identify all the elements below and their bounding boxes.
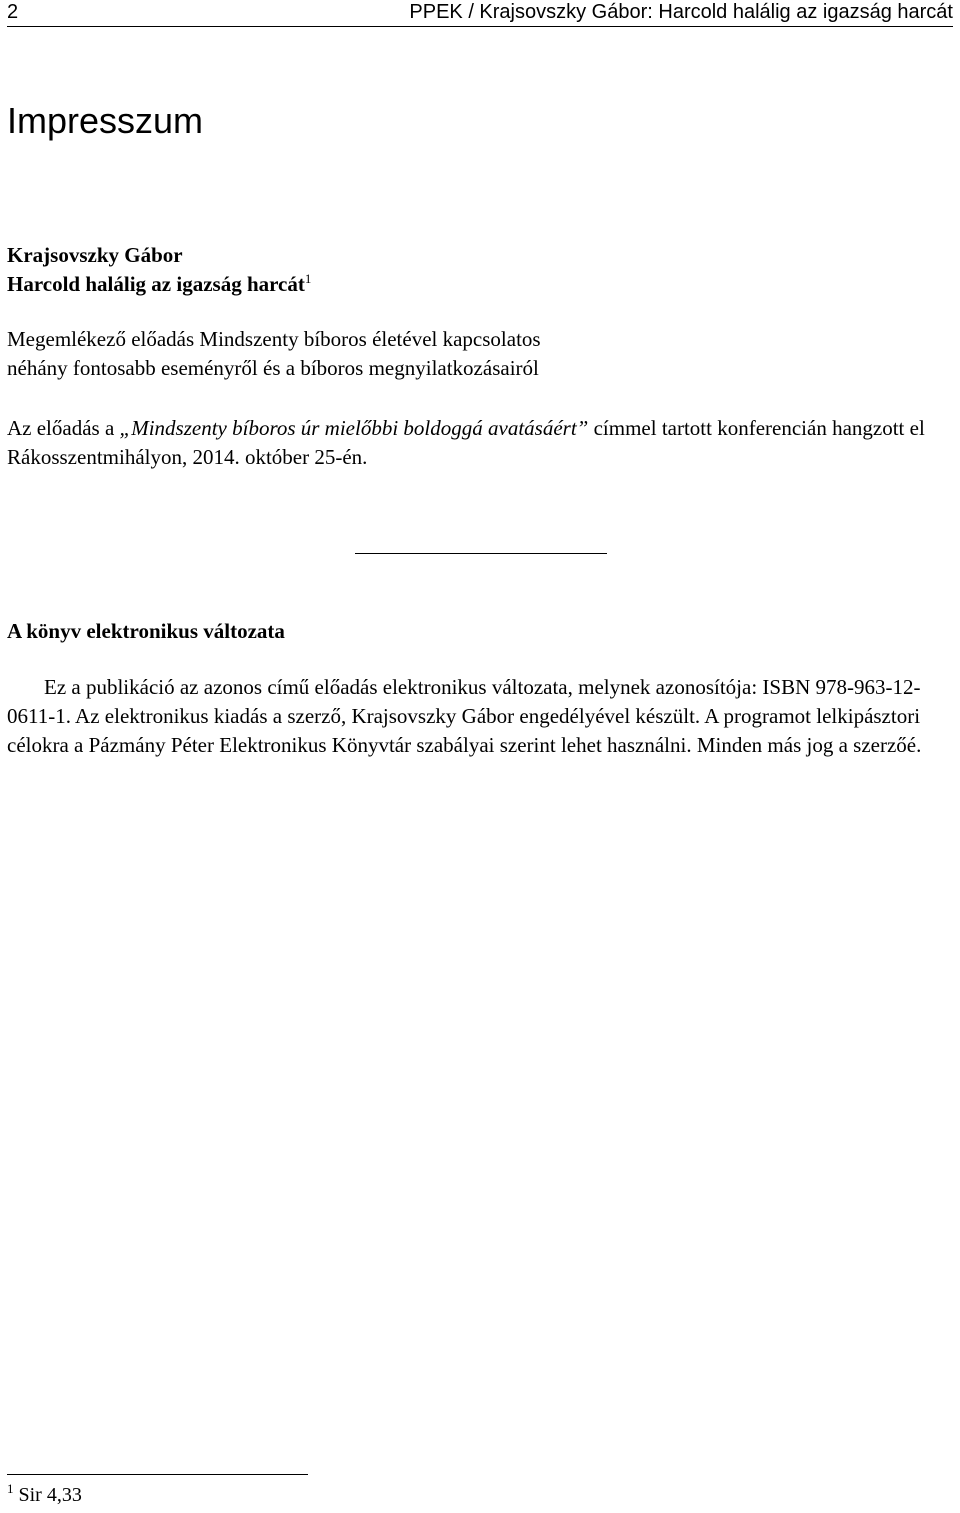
author-title-block [7,241,953,299]
footnote-marker: 1 [7,1481,14,1496]
footnote [7,1481,82,1507]
running-title: PPEK / Krajsovszky Gábor: Harcold halálig az igazság harcát [409,1,953,23]
conference-note-details: címmel tartott konferencián hangzott el Rákosszentmihályon, 2014. október 25-én. [7,416,925,469]
footnote-text: Sir 4,33 [18,1484,82,1506]
ebook-heading: A könyv elektronikus változata [7,619,285,643]
section-divider [355,553,607,554]
author-name: Krajsovszky Gábor [7,243,183,267]
subtitle [7,325,953,383]
footnote-divider [7,1474,308,1475]
subtitle-line-2: néhány fontosabb eseményről és a bíboros megnyilatkozásairól [7,356,539,380]
ebook-body: Ez a publikáció az azonos című előadás elektronikus változata, melynek azonosítója: ISBN 978-963-12-0611-1. Az elektronikus kiadás a szerző, Krajsovszky Gábor engedélyével készült. A programot lelkipásztori célokra a Pázmány Péter Elektronikus Könyvtár szabályai szerint lehet használni. Minden más jog a szerzőé. [7,675,922,757]
book-title-text: Harcold halálig az igazság harcát [7,272,305,296]
conference-note-intro: Az előadás a [7,416,120,440]
conference-note [7,414,953,472]
impresszum-heading: Impresszum [7,100,204,141]
page-number: 2 [7,1,19,23]
page-header [7,0,953,27]
subtitle-line-1: Megemlékező előadás Mindszenty bíboros életével kapcsolatos [7,327,541,351]
conference-title: „Mindszenty bíboros úr mielőbbi boldoggá avatásáért” [119,416,589,440]
footnote-reference[interactable]: 1 [304,271,312,286]
book-title [7,270,953,299]
